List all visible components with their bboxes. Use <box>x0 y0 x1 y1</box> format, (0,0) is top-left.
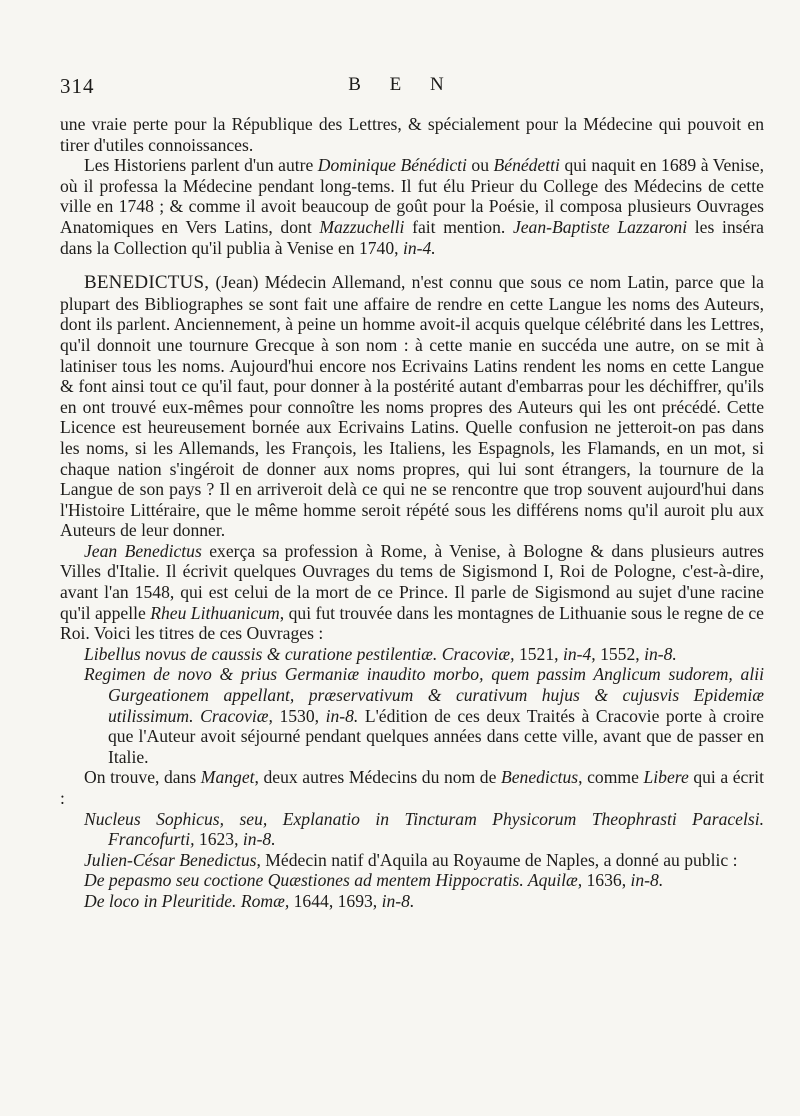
work-de-loco: De loco in Pleuritide. Romæ, 1644, 1693, in-8. <box>84 890 415 911</box>
entry-headword: BENEDICTUS, <box>84 272 210 294</box>
page-number: 314 <box>60 74 95 98</box>
person-name: Benedictus <box>500 767 579 788</box>
person-name: Bénédetti <box>493 155 560 176</box>
person-name: Mazzuchelli <box>319 216 405 237</box>
work-regimen: Regimen de novo & prius Germaniæ inaudito morbo, quem passim Anglicum sudorem, alii Gurgeationem appellant, præservativum & curativum hujus & cujusvis Epidemiæ utilissimum. Cracoviæ, 1530, in-8. L'édition de ces deux Traités à Cracovie porte à croire que l'Auteur avoit séjourné pendant quelques années dans cette ville, avant que de passer en Italie. <box>84 664 764 767</box>
page-header <box>60 74 744 102</box>
work-libellus: Libellus novus de caussis & curatione pestilentiæ. Cracoviæ, 1521, in-4, 1552, in-8. <box>84 643 677 664</box>
paragraph-manget: On trouve, dans Manget, deux autres Médecins du nom de Benedictus, comme Libere qui a écrit : <box>60 767 764 808</box>
format-label: in-4. <box>402 237 436 258</box>
page-body <box>60 114 764 912</box>
person-name: Jean Benedictus <box>84 540 202 561</box>
person-name: Julien-César Benedictus <box>84 849 257 870</box>
paragraph-julien-cesar: Julien-César Benedictus, Médecin natif d'Aquila au Royaume de Naples, a donné au public : <box>84 849 738 870</box>
entry-benedictus: BENEDICTUS, (Jean) Médecin Allemand, n'est connu que sous ce nom Latin, parce que la plupart des Bibliographes se sont fait une affaire de rendre en cette Langue les noms des Auteurs, dont ils parlent. Anciennement, à peine un homme avoit-il acquis quelque célébrité dans les Lettres, qu'il donnoit une tournure Grecque à son nom : à cette manie en succéda une autre, on se mit à latiniser tous les noms. Aujourd'hui encore nos Ecrivains Latins rendent les noms en cette Langue & font ainsi tout ce qu'il faut, pour donner à la postérité autant d'embarras pour les déchiffrer, qu'ils en ont trouvé eux-mêmes pour connoître les noms propres des Auteurs qui les ont précédé. Cette Licence est heureusement bornée aux Ecrivains Latins. Quelle confusion ne jetteroit-on pas dans les noms, si les Allemands, les François, les Italiens, les Espagnols, les Flamands, en un mot, si chaque nation s'ingéroit de donner aux noms propres, qui lui sont étrangers, la tournure de la Langue de son pays ? Il en arriveroit delà ce qui ne se rencontre que trop souvent aujourd'hui dans l'Histoire Littéraire, que le même homme seroit répété sous les différens noms qu'il auroit plu aux Auteurs de leur donner. <box>60 272 764 541</box>
running-head: B E N <box>348 74 456 95</box>
person-name: Libere <box>643 767 689 788</box>
person-name: Dominique Bénédicti <box>317 155 467 176</box>
plant-name: Rheu Lithuanicum <box>150 602 280 623</box>
work-nucleus-sophicus: Nucleus Sophicus, seu, Explanatio in Tincturam Physicorum Theophrasti Paracelsi. Francofurti, 1623, in-8. <box>84 808 764 850</box>
paragraph-dominique-benedicti: Les Historiens parlent d'un autre Dominique Bénédicti ou Bénédetti qui naquit en 1689 à Venise, où il professa la Médecine pendant long-tems. Il fut élu Prieur du College des Médecins de cette ville en 1748 ; & comme il avoit beaucoup de goût pour la Poésie, il composa plusieurs Ouvrages Anatomiques en Vers Latins, dont Mazzuchelli fait mention. Jean-Baptiste Lazzaroni les inséra dans la Collection qu'il publia à Venise en 1740, in-4. <box>60 155 764 258</box>
person-name: Jean-Baptiste Lazzaroni <box>512 216 688 237</box>
paragraph-jean-benedictus: Jean Benedictus exerça sa profession à Rome, à Venise, à Bologne & dans plusieurs autres Villes d'Italie. Il écrivit quelques Ouvrages du tems de Sigismond I, Roi de Pologne, c'est-à-dire, avant l'an 1548, qui est celui de la mort de ce Prince. Il parle de Sigismond au sujet d'une racine qu'il appelle Rheu Lithuanicum, qui fut trouvée dans les montagnes de Lithuanie sous le regne de ce Roi. Voici les titres de ces Ouvrages : <box>60 540 764 644</box>
paragraph-continuation: une vraie perte pour la République des Lettres, & spécialement pour la Médecine qui pouvoit en tirer d'utiles connoissances. <box>60 114 764 155</box>
person-name: Manget <box>200 767 255 788</box>
work-de-pepasmo: De pepasmo seu coctione Quæstiones ad mentem Hippocratis. Aquilæ, 1636, in-8. <box>84 870 664 891</box>
